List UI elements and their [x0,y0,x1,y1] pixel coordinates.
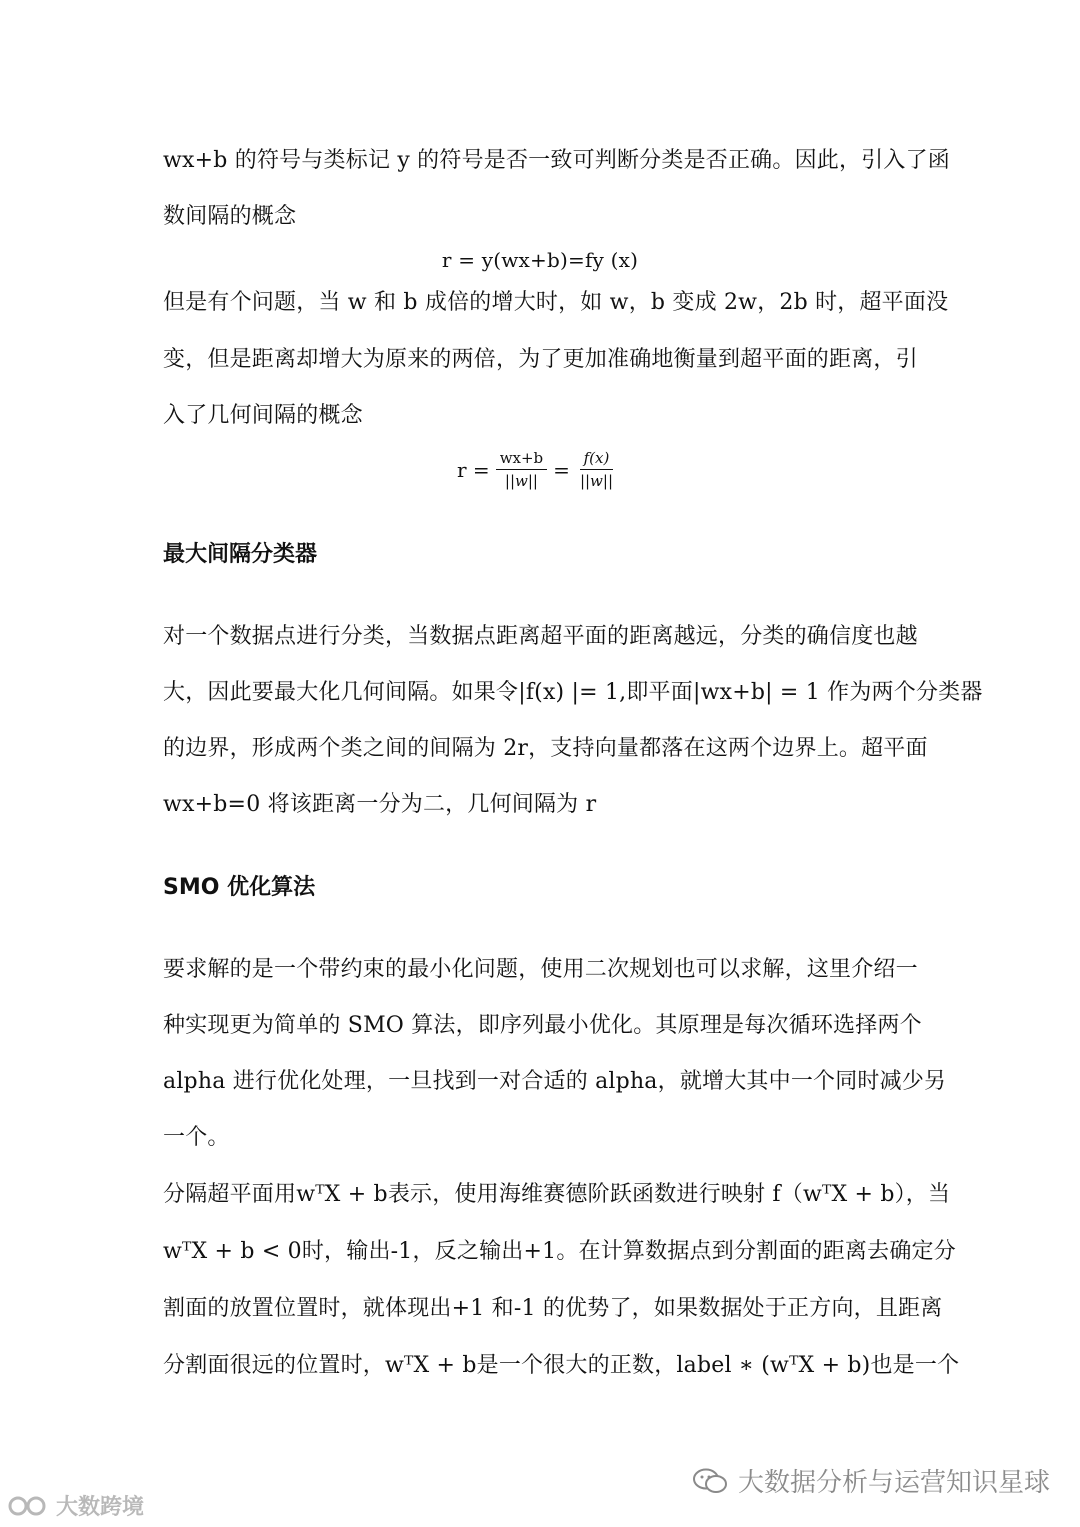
para3-line4: wx+b=0 将该距离一分为二，几何间隔为 r [163,792,597,817]
para4-line4: 一个。 [163,1125,230,1150]
watermark-right [692,1462,1050,1499]
fraction-2 [576,449,617,490]
para2-line1: 但是有个问题，当 w 和 b 成倍的增大时，如 w，b 变成 2w，2b 时，超平面没 [163,290,949,315]
para3-line1: 对一个数据点进行分类，当数据点距离超平面的距离越远，分类的确信度也越 [163,624,918,649]
para2-line2: 变，但是距离却增大为原来的两倍，为了更加准确地衡量到超平面的距离，引 [163,347,918,372]
para5-line4: 分割面很远的位置时，wᵀX + b是一个很大的正数，label ∗ (wᵀX + b)也是一个 [163,1353,960,1378]
watermark-left [6,1490,144,1521]
brand-logo-icon [6,1494,50,1518]
para5-line3: 割面的放置位置时，就体现出+1 和-1 的优势了，如果数据处于正方向，且距离 [163,1296,943,1321]
eq2-lhs: r = [457,457,490,482]
heading-smo: SMO 优化算法 [163,875,316,900]
heading-max-margin-classifier: 最大间隔分类器 [163,542,318,567]
fraction-1 [496,449,547,490]
fraction-2-denominator: ||w|| [579,472,613,490]
para4-line3: alpha 进行优化处理，一旦找到一对合适的 alpha，就增大其中一个同时减少另 [163,1069,947,1094]
eq2-equals: = [553,457,570,482]
fraction-2-numerator: f(x) [580,449,614,470]
para2-line3: 入了几何间隔的概念 [163,403,363,428]
para3-line3: 的边界，形成两个类之间的间隔为 2r，支持向量都落在这两个边界上。超平面 [163,736,928,761]
para4-line2: 种实现更为简单的 SMO 算法，即序列最小优化。其原理是每次循环选择两个 [163,1013,922,1038]
watermark-left-text: 大数跨境 [56,1495,145,1520]
fraction-1-denominator: ||w|| [504,472,538,490]
equation-geometric-margin [0,449,1080,490]
para5-line2: wᵀX + b < 0时，输出-1，反之输出+1。在计算数据点到分割面的距离去确定分 [163,1239,956,1264]
para4-line1: 要求解的是一个带约束的最小化问题，使用二次规划也可以求解，这里介绍一 [163,957,918,982]
watermark-right-text: 大数据分析与运营知识星球 [737,1468,1050,1498]
para1-line2: 数间隔的概念 [163,204,297,229]
fraction-1-numerator: wx+b [496,449,547,470]
para1-line1: wx+b 的符号与类标记 y 的符号是否一致可判断分类是否正确。因此，引入了函 [163,148,950,173]
equation-functional-margin: r = y(wx+b)=fy (x) [441,248,639,272]
wechat-icon [692,1467,728,1495]
para5-line1: 分隔超平面用wᵀX + b表示，使用海维赛德阶跃函数进行映射 f（wᵀX + b），当 [163,1182,951,1207]
para3-line2: 大，因此要最大化几何间隔。如果令|f(x) |= 1,即平面|wx+b| = 1 作为两个分类器 [163,680,983,705]
